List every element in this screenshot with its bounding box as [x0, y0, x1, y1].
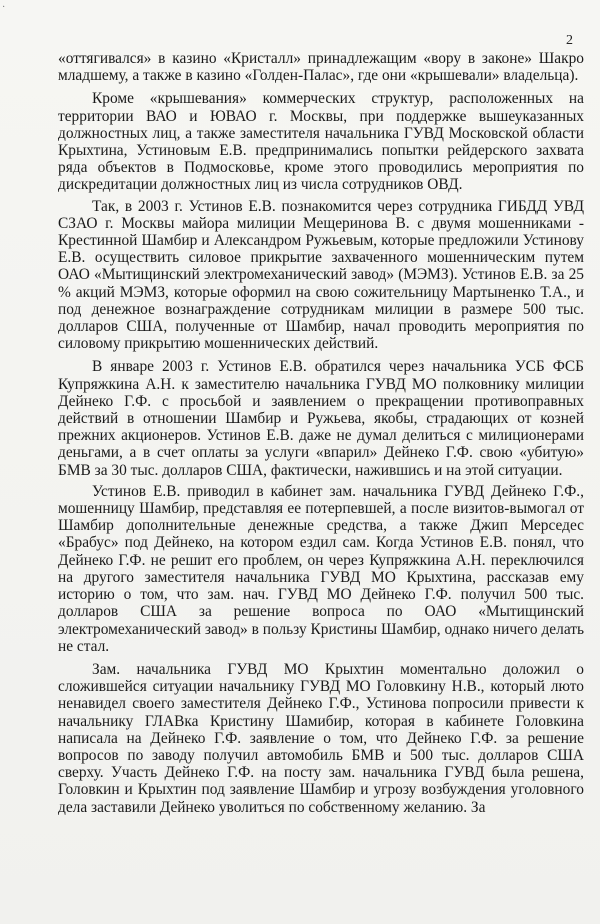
paragraph-5: Устинов Е.В. приводил в кабинет зам. начальника ГУВД Дейнеко Г.Ф., мошенницу Шамбир, представляя ее потерпевшей, а после визитов-вымогал от Шамбир дополнительные денежные средства, а также Джип Мерседес «Брабус» под Дейнеко, на котором ездил сам. Когда Устинов Е.В. понял, что Дейнеко Г.Ф. не решит его проблем, он через Купряжкина А.Н. переключился на другого заместителя начальника ГУВД МО Крыхтина, рассказав ему историю о том, что зам. нач. ГУВД МО Дейнеко Г.Ф. получил 500 тыс. долларов США за решение вопроса по ОАО «Мытищинский электромеханический завод» в пользу Кристины Шамбир, однако ничего делать не стал. — [58, 482, 584, 655]
paragraph-6: Зам. начальника ГУВД МО Крыхтин моментально доложил о сложившейся ситуации начальнику ГУВД МО Головкину Н.В., который люто ненавидел своего заместителя Дейнеко Г.Ф., Устинова попросили привести к начальнику ГЛАВка Кристину Шамибир, которая в кабинете Головкина написала на Дейнеко Г.Ф. заявление о том, что Дейнеко Г.Ф. за решение вопросов по заводу получил автомобиль БМВ и 500 тыс. долларов США сверху. Участь Дейнеко Г.Ф. на посту зам. начальника ГУВД была решена, Головкин и Крыхтин под заявление Шамбир и угрозу возбуждения уголовного дела заставили Дейнеко уволиться по собственному желанию. За — [58, 660, 584, 816]
paragraph-4: В январе 2003 г. Устинов Е.В. обратился через начальника УСБ ФСБ Купряжкина А.Н. к заместителю начальника ГУВД МО полковнику милиции Дейнеко Г.Ф. с просьбой и заявлением о прекращении противоправных действий в отношении Шамбир и Ружьева, якобы, страдающих от козней прежних акционеров. Устинов Е.В. даже не думал делиться с милиционерами деньгами, а в счет оплаты за услуги «впарил» Дейнеко Г.Ф. свою «убитую» БМВ за 30 тыс. долларов США, фактически, нажившись и на этой ситуации. — [58, 358, 584, 479]
page-number: 2 — [566, 33, 573, 48]
document-body — [58, 50, 584, 820]
paragraph-1: «оттягивался» в казино «Кристалл» принадлежащим «вору в законе» Шакро младшему, а также в казино «Голден-Палас», где они «крышевали» владельца). — [58, 50, 584, 85]
paragraph-2: Кроме «крышевания» коммерческих структур, расположенных на территории ВАО и ЮВАО г. Москвы, при поддержке вышеуказанных должностных лиц, а также заместителя начальника ГУВД Московской области Крыхтина, Устиновым Е.В. предпринимались попытки рейдерского захвата ряда объектов в Подмосковье, кроме этого проводились мероприятия по дискредитации должностных лиц из числа сотрудников ОВД. — [58, 90, 584, 194]
margin-mark: · — [2, 2, 6, 13]
paragraph-3: Так, в 2003 г. Устинов Е.В. познакомится через сотрудника ГИБДД УВД СЗАО г. Москвы майора милиции Мещеринова В. с двумя мошенниками - Крестинной Шамбир и Александром Ружьевым, которые предложили Устинову Е.В. осуществить силовое прикрытие захваченного мошенническим путем ОАО «Мытищинский электромеханический завод» (МЭМЗ). Устинов Е.В. за 25 % акций МЭМЗ, которые оформил на свою сожительницу Мартыненко Т.А., и под денежное вознаграждение сотрудникам милиции в размере 500 тыс. долларов США, полученные от Шамбир, начал проводить мероприятия по силовому прикрытию мошеннических действий. — [58, 197, 584, 353]
